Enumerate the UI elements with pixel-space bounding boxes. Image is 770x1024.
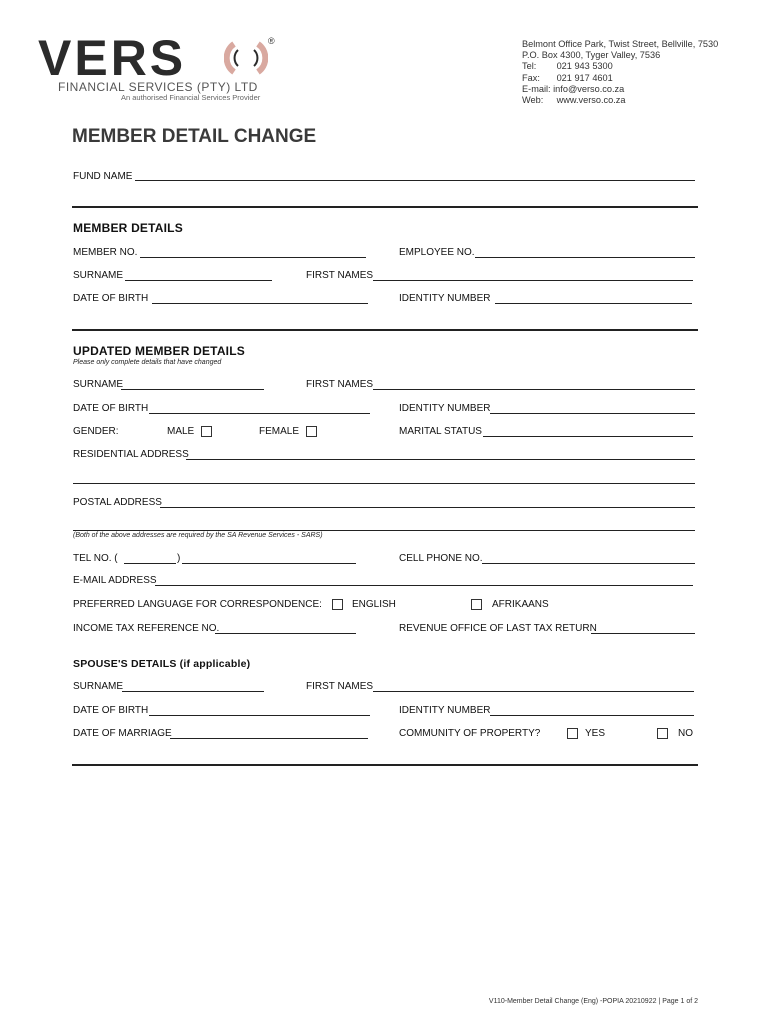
male-label: MALE (167, 426, 195, 437)
id-number-label: IDENTITY NUMBER (399, 293, 491, 304)
marital-status-label: MARITAL STATUS (399, 426, 482, 437)
residential-address-field-2[interactable] (73, 483, 695, 484)
gender-label: GENDER: (73, 426, 119, 437)
male-checkbox[interactable] (201, 426, 212, 437)
spouse-surname-label: SURNAME (73, 681, 124, 692)
tel-no-field[interactable] (182, 563, 356, 564)
spouse-first-names-label: FIRST NAMES (306, 681, 374, 692)
language-label: PREFERRED LANGUAGE FOR CORRESPONDENCE: (73, 599, 322, 610)
logo-wordmark: VERS (38, 30, 187, 86)
cell-phone-field[interactable] (482, 563, 695, 564)
page-footer: V110-Member Detail Change (Eng) -POPIA 20210922 | Page 1 of 2 (488, 998, 698, 1005)
sars-note: (Both of the above addresses are required by the SA Revenue Services - SARS) (73, 532, 323, 539)
address-email: E-mail: info@verso.co.za (522, 83, 625, 94)
registered-mark: ® (268, 36, 275, 46)
community-property-label: COMMUNITY OF PROPERTY? (399, 728, 541, 739)
dob-label: DATE OF BIRTH (73, 293, 149, 304)
address-fax: Fax: 021 917 4601 (522, 72, 613, 83)
tax-ref-field[interactable] (215, 633, 356, 634)
first-names-label: FIRST NAMES (306, 270, 374, 281)
community-yes-checkbox[interactable] (567, 728, 578, 739)
email-field[interactable] (155, 585, 693, 586)
company-address (522, 39, 718, 106)
id-number-field[interactable] (495, 303, 692, 304)
member-no-label: MEMBER NO. (73, 247, 138, 258)
surname-field[interactable] (125, 280, 272, 281)
residential-address-label: RESIDENTIAL ADDRESS (73, 449, 189, 460)
company-name: FINANCIAL SERVICES (PTY) LTD (58, 80, 258, 94)
updated-surname-field[interactable] (121, 389, 264, 390)
fund-name-field[interactable] (135, 180, 695, 181)
tax-ref-label: INCOME TAX REFERENCE NO. (73, 623, 220, 634)
address-line-2: P.O. Box 4300, Tyger Valley, 7536 (522, 50, 661, 61)
date-of-marriage-field[interactable] (170, 738, 368, 739)
spouse-id-number-label: IDENTITY NUMBER (399, 705, 491, 716)
english-label: ENGLISH (352, 599, 396, 610)
updated-first-names-field[interactable] (373, 389, 695, 390)
address-tel: Tel: 021 943 5300 (522, 61, 613, 72)
fund-name-label: FUND NAME (73, 171, 133, 182)
section-divider (72, 764, 698, 766)
company-tagline: An authorised Financial Services Provider (121, 93, 261, 102)
cell-phone-label: CELL PHONE NO. (399, 553, 483, 564)
female-label: FEMALE (259, 426, 300, 437)
postal-address-label: POSTAL ADDRESS (73, 497, 162, 508)
updated-details-note: Please only complete details that have changed (73, 359, 222, 366)
english-checkbox[interactable] (332, 599, 343, 610)
spouse-dob-label: DATE OF BIRTH (73, 705, 149, 716)
afrikaans-label: AFRIKAANS (492, 599, 549, 610)
revenue-office-field[interactable] (591, 633, 695, 634)
logo-ring-icon (224, 38, 268, 78)
postal-address-field-2[interactable] (73, 530, 695, 531)
email-label: E-MAIL ADDRESS (73, 575, 157, 586)
updated-surname-label: SURNAME (73, 379, 124, 390)
first-names-field[interactable] (373, 280, 693, 281)
updated-first-names-label: FIRST NAMES (306, 379, 374, 390)
spouse-dob-field[interactable] (149, 715, 370, 716)
dob-field[interactable] (152, 303, 368, 304)
member-details-heading: MEMBER DETAILS (73, 221, 183, 235)
community-no-checkbox[interactable] (657, 728, 668, 739)
surname-label: SURNAME (73, 270, 124, 281)
section-divider (72, 329, 698, 331)
spouse-surname-field[interactable] (122, 691, 264, 692)
date-of-marriage-label: DATE OF MARRIAGE (73, 728, 172, 739)
updated-details-heading: UPDATED MEMBER DETAILS (73, 344, 245, 358)
tel-area-code-field[interactable] (124, 563, 176, 564)
community-no-label: NO (678, 728, 693, 739)
residential-address-field[interactable] (186, 459, 695, 460)
employee-no-field[interactable] (475, 257, 695, 258)
tel-bracket: ) (177, 553, 181, 564)
spouse-id-number-field[interactable] (490, 715, 694, 716)
postal-address-field[interactable] (160, 507, 695, 508)
section-divider (72, 206, 698, 208)
employee-no-label: EMPLOYEE NO. (399, 247, 475, 258)
marital-status-field[interactable] (483, 436, 693, 437)
spouse-first-names-field[interactable] (373, 691, 694, 692)
updated-id-number-field[interactable] (490, 413, 695, 414)
tel-no-label: TEL NO. ( (73, 553, 118, 564)
spouse-details-heading: SPOUSE'S DETAILS (if applicable) (73, 658, 251, 670)
page-title: MEMBER DETAIL CHANGE (72, 126, 317, 147)
member-no-field[interactable] (140, 257, 366, 258)
address-web: Web: www.verso.co.za (522, 95, 626, 106)
afrikaans-checkbox[interactable] (471, 599, 482, 610)
updated-id-number-label: IDENTITY NUMBER (399, 403, 491, 414)
community-yes-label: YES (585, 728, 606, 739)
revenue-office-label: REVENUE OFFICE OF LAST TAX RETURN (399, 623, 597, 634)
updated-dob-label: DATE OF BIRTH (73, 403, 149, 414)
address-line-1: Belmont Office Park, Twist Street, Bellville, 7530 (522, 39, 719, 49)
female-checkbox[interactable] (306, 426, 317, 437)
updated-dob-field[interactable] (149, 413, 370, 414)
